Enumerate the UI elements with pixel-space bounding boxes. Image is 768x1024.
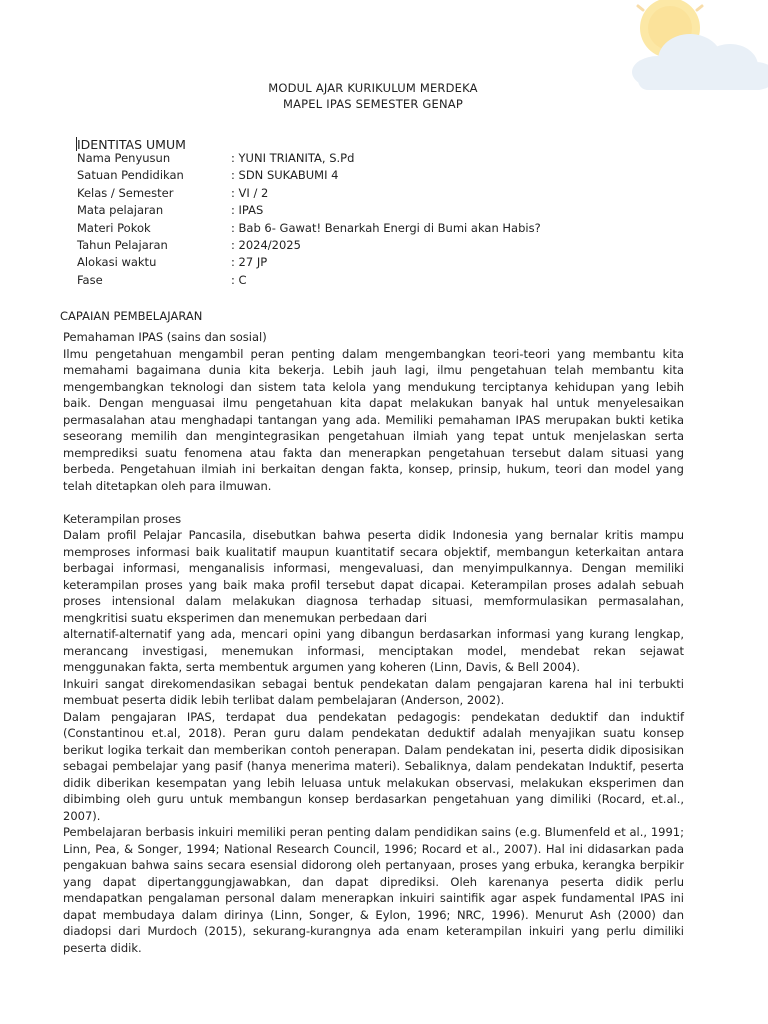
row-value: : YUNI TRIANITA, S.Pd (231, 151, 355, 165)
row-value: : IPAS (231, 203, 264, 218)
row-label: Mata pelajaran (77, 203, 164, 218)
pembelajaran-inkuiri-paragraph: Pembelajaran berbasis inkuiri memiliki peran penting dalam pendidikan sains (e.g. Blumenfeld et al., 1991; Linn, Pea, & Songer, 1994; National Research Council, 1996; Rocard et al., 2007). Hal ini didasarkan pada pengakuan bahwa sains secara esensial didorong oleh pertanyaan, proses yang erbuka, kerangka berpikir yang dapat dipertanggungjawabkan, dan dapat diprediksi. Oleh karenanya peserta didik perlu mendapatkan pengalaman personal dalam menerapkan inkuiri saintifik agar aspek fundamental IPAS ini dapat membudaya dalam dirinya (Linn, Songer, & Eylon, 1996; NRC, 1996). Menurut Ash (2000) dan diadopsi dari Murdoch (2015), sekurang-kurangnya ada enam keterampilan inkuiri yang perlu dimiliki peserta didik. (63, 825, 684, 955)
identitas-row-satuan-pendidikan (77, 168, 677, 185)
identitas-row-fase (77, 273, 677, 290)
identitas-row-tahun-pelajaran (77, 238, 677, 255)
keterampilan-heading: Keterampilan proses (63, 511, 182, 526)
capaian-heading: CAPAIAN PEMBELAJARAN (60, 309, 203, 323)
row-label: Nama Penyusun (77, 151, 171, 165)
row-value: : C (231, 272, 247, 287)
identitas-row-mata-pelajaran (77, 203, 677, 220)
identitas-row-kelas-semester (77, 186, 677, 203)
row-label: Materi Pokok (77, 220, 151, 235)
identitas-row-materi-pokok (77, 221, 677, 238)
row-value: : VI / 2 (231, 185, 269, 200)
row-label: Satuan Pendidikan (77, 168, 184, 183)
document-subtitle: MAPEL IPAS SEMESTER GENAP (282, 97, 464, 111)
row-label: Tahun Pelajaran (77, 237, 168, 252)
row-label: Fase (77, 272, 103, 287)
capaian-content (63, 329, 684, 956)
document-title: MODUL AJAR KURIKULUM MERDEKA (268, 81, 478, 95)
identitas-table (77, 151, 677, 290)
inkuiri-paragraph: Inkuiri sangat direkomendasikan sebagai bentuk pendekatan dalam pengajaran karena hal ini terbukti membuat peserta didik lebih terlibat dalam pembelajaran (Anderson, 2002). (63, 676, 684, 707)
row-value: : Bab 6- Gawat! Benarkah Energi di Bumi akan Habis? (231, 220, 541, 235)
pemahaman-heading: Pemahaman IPAS (sains dan sosial) (63, 330, 267, 344)
identitas-heading: IDENTITAS UMUM (77, 137, 186, 152)
identitas-row-nama-penyusun (77, 151, 677, 168)
row-label: Alokasi waktu (77, 255, 157, 270)
keterampilan-paragraph-2: alternatif-alternatif yang ada, mencari opini yang dibangun berdasarkan informasi yang kurang lengkap, merancang investigasi, menemukan informasi, menciptakan model, mendebat rekan sejawat menggunakan fakta, serta membentuk argumen yang koheren (Linn, Davis, & Bell 2004). (63, 627, 684, 674)
row-value: : 27 JP (231, 255, 268, 270)
row-value: : 2024/2025 (231, 237, 301, 252)
keterampilan-paragraph-1: Dalam profil Pelajar Pancasila, disebutkan bahwa peserta didik Indonesia yang bernalar kritis mampu memproses informasi baik kualitatif maupun kuantitatif secara objektif, membangun keterkaitan antara berbagai informasi, menganalisis informasi, mengevaluasi, dan menyimpulkannya. Dengan memiliki keterampilan proses yang baik maka profil tersebut dapat dicapai. Keterampilan proses adalah sebuah proses intensional dalam melakukan diagnosa terhadap situasi, memformulasikan permasalahan, mengkritisi suatu eksperimen dan menemukan perbedaan dari (63, 528, 684, 625)
row-value: : SDN SUKABUMI 4 (231, 168, 339, 183)
pendekatan-paragraph: Dalam pengajaran IPAS, terdapat dua pendekatan pedagogis: pendekatan deduktif dan induktif (Constantinou et.al, 2018). Peran guru dalam pendekatan deduktif adalah menyajikan suatu konsep berikut logika terkait dan memberikan contoh penerapan. Dalam pendekatan ini, peserta didik diposisikan sebagai pembelajar yang pasif (hanya menerima materi). Sebaliknya, dalam pendekatan Induktif, peserta didik diberikan kesempatan yang lebih leluasa untuk melakukan observasi, melakukan eksperimen dan dibimbing oleh guru untuk membangun konsep berdasarkan pengetahuan yang dimiliki (Rocard, et.al., 2007). (63, 709, 684, 823)
pemahaman-paragraph: Ilmu pengetahuan mengambil peran penting dalam mengembangkan teori-teori yang membantu kita memahami bagaimana dunia kita bekerja. Lebih jauh lagi, ilmu pengetahuan telah membantu kita mengembangkan teknologi dan sistem tata kelola yang mendukung terciptanya kehidupan yang lebih baik. Dengan menguasai ilmu pengetahuan kita dapat melakukan banyak hal untuk menyelesaikan permasalahan atau menghadapi tantangan yang ada. Memiliki pemahaman IPAS merupakan bukti ketika seseorang memilih dan mengintegrasikan pengetahuan ilmiah yang tepat untuk menjelaskan serta memprediksi suatu fenomena atau fakta dan menerapkan pengetahuan tersebut dalam situasi yang berbeda. Pengetahuan ilmiah ini berkaitan dengan fakta, konsep, prinsip, hukum, teori dan model yang telah ditetapkan oleh para ilmuwan. (63, 346, 684, 493)
identitas-row-alokasi-waktu (77, 255, 677, 272)
row-label: Kelas / Semester (77, 185, 174, 200)
